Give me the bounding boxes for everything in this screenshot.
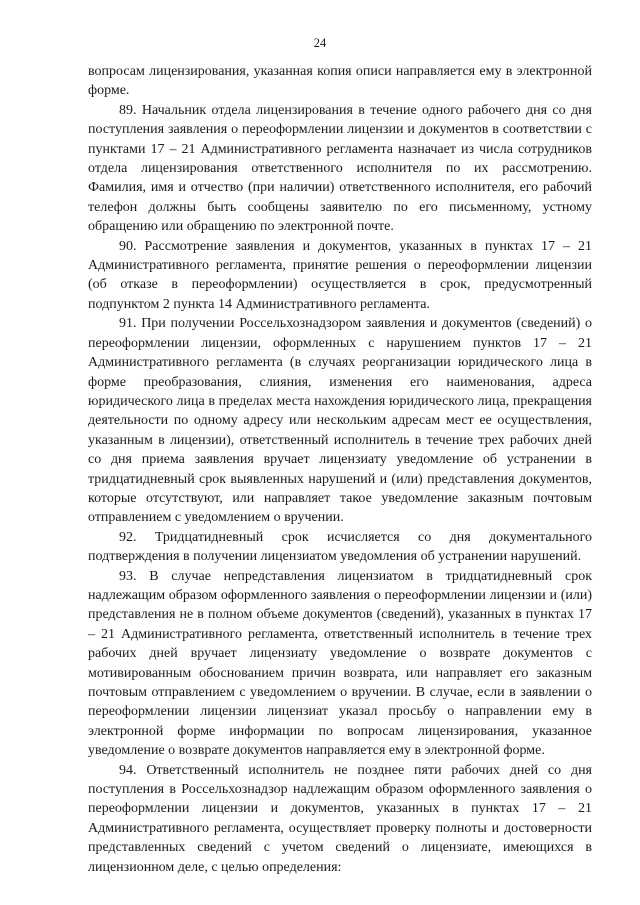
paragraph-continuation: вопросам лицензирования, указанная копия описи направляется ему в электронной форме. (88, 64, 592, 99)
paragraph-94: 94. Ответственный исполнитель не позднее пяти рабочих дней со дня поступления в Россельхознадзор надлежащим образом оформленного заявления о переоформлении лицензии и документов, указанных в пунктах 17 – 21 Административного регламента, осуществляет проверку полноты и достоверности представленных сведений с учетом сведений о лицензиате, имеющихся в лицензионном деле, с целью определения: (88, 762, 592, 875)
paragraph-91: 91. При получении Россельхознадзором заявления и документов (сведений) о переоформлении лицензии, оформленных с нарушением пунктов 17 – 21 Административного регламента (в случаях реорганизации юридического лица в форме преобразования, слияния, изменения его наименования, адреса юридического лица в пределах места нахождения юридического лица, прекращения деятельности по одному адресу или нескольким адресам мест ее осуществления, указанным в лицензии), ответственный исполнитель в течение трех рабочих дней со дня приема заявления вручает лицензиату уведомление об устранении в тридцатидневный срок выявленных нарушений и (или) представления документов, которые отсутствуют, или направляет такое уведомление заказным почтовым отправлением с уведомлением о вручении. (88, 316, 592, 526)
paragraph-90: 90. Рассмотрение заявления и документов, указанных в пунктах 17 – 21 Административного регламента, принятие решения о переоформлении лицензии (об отказе в переоформлении) осуществляется в срок, предусмотренный подпунктом 2 пункта 14 Административного регламента. (88, 238, 592, 312)
paragraph-89: 89. Начальник отдела лицензирования в течение одного рабочего дня со дня поступления заявления о переоформлении лицензии и документов в соответствии с пунктами 17 – 21 Административного регламента назначает из числа сотрудников отдела лицензирования ответственного исполнителя по их рассмотрению. Фамилия, имя и отчество (при наличии) ответственного исполнителя, его рабочий телефон должны быть сообщены заявителю по его письменному, устному обращению или обращению по электронной почте. (88, 102, 592, 235)
document-body (88, 62, 592, 877)
page-number: 24 (313, 36, 327, 50)
paragraph-93: 93. В случае непредставления лицензиатом в тридцатидневный срок надлежащим образом оформленного заявления о переоформлении лицензии и (или) представления не в полном объеме документов (сведений), указанных в пунктах 17 – 21 Административного регламента, ответственный исполнитель в течение трех рабочих дней вручает лицензиату уведомление о возврате документов с мотивированным обоснованием причин возврата, или направляет его заказным почтовым отправлением с уведомлением о вручении. В случае, если в заявлении о переоформлении лицензии лицензиат указал просьбу о направлении ему в электронной форме информации по вопросам лицензирования, указанное уведомление о возврате документов направляется ему в электронной форме. (88, 568, 592, 759)
paragraph-92: 92. Тридцатидневный срок исчисляется со дня документального подтверждения в получении лицензиатом уведомления об устранении нарушений. (88, 529, 592, 565)
